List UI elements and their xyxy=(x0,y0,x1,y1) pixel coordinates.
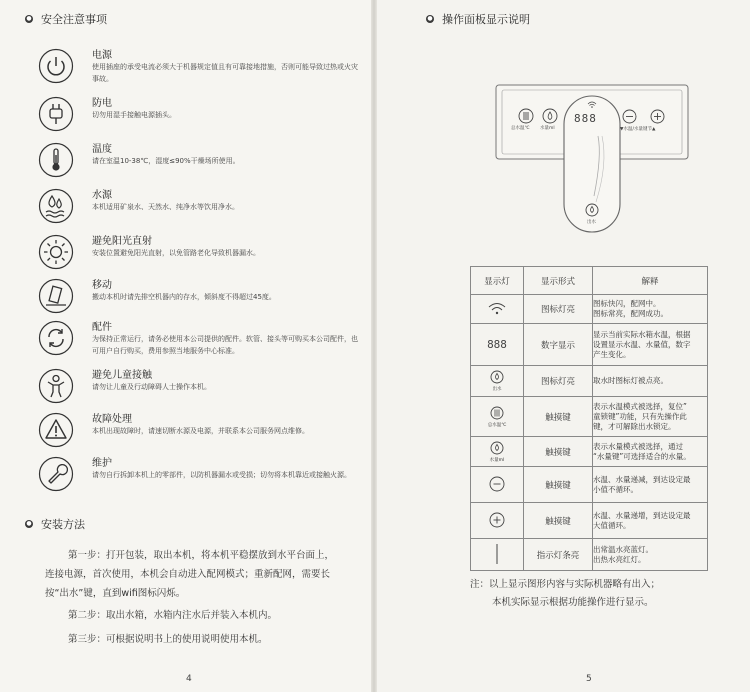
bullet-icon: ● xyxy=(26,520,32,527)
replace-icon xyxy=(38,320,74,356)
desc-cell xyxy=(593,324,708,366)
form-cell: 触摸键 xyxy=(524,467,593,503)
safety-item-maintenance xyxy=(38,452,364,496)
note-line: 注：以上显示图形内容与实际机器略有出入； xyxy=(470,579,661,590)
item-desc: 使用插座的承受电流必须大于机器规定值且有可靠接地措施，否则可能导致过热或火灾事故。 xyxy=(92,63,358,83)
desc-line: “水量键”可选择适合的水量。 xyxy=(593,451,691,461)
warning-icon xyxy=(38,412,74,448)
dispense-label: 出水 xyxy=(587,220,596,225)
header-cell: 显示形式 xyxy=(524,267,593,295)
page-number: 4 xyxy=(186,674,192,684)
item-desc: 请勿让儿童及行动障碍人士操作本机。 xyxy=(92,383,211,391)
minus-icon xyxy=(489,476,505,492)
volume-mode-icon xyxy=(490,441,504,455)
icon-cell xyxy=(471,295,524,324)
item-desc: 安装位置避免阳光直射，以免管路老化导致机器漏水。 xyxy=(92,249,260,257)
item-title: 避免儿童接触 xyxy=(92,370,152,381)
dispense-icon xyxy=(490,370,504,384)
water-drop-icon xyxy=(38,188,74,224)
safety-item-sunlight xyxy=(38,230,364,274)
item-title: 水源 xyxy=(92,190,112,201)
power-icon xyxy=(38,48,74,84)
temp-mode-icon xyxy=(518,108,534,124)
child-icon xyxy=(38,368,74,404)
page-gutter xyxy=(371,0,377,692)
plus-icon xyxy=(489,512,505,528)
desc-cell xyxy=(593,366,708,397)
table-row xyxy=(471,467,708,503)
item-title: 维护 xyxy=(92,458,112,469)
temp-label: 总水温℃ xyxy=(511,126,530,131)
table-row xyxy=(471,397,708,437)
item-desc: 本机适用矿泉水、天然水、纯净水等饮用净水。 xyxy=(92,203,239,211)
install-step-line: 第三步：可根据说明书上的使用说明使用本机。 xyxy=(68,634,268,645)
desc-line: 键，才可解除出水锁定。 xyxy=(593,421,676,431)
safety-item-temperature xyxy=(38,138,364,182)
panel-section-title: 操作面板显示说明 xyxy=(442,13,530,26)
install-step-line: 第一步：打开包装，取出本机，将本机平稳摆放到水平台面上， xyxy=(68,550,335,561)
safety-section-header xyxy=(25,11,107,27)
table-row xyxy=(471,295,708,324)
safety-item-water xyxy=(38,184,364,228)
page-number: 5 xyxy=(586,674,592,684)
desc-line: 表示水量模式被选择，通过 xyxy=(593,441,683,451)
form-cell: 触摸键 xyxy=(524,503,593,539)
desc-line: 图标常亮，配网成功。 xyxy=(593,309,668,318)
form-cell: 数字显示 xyxy=(524,324,593,366)
desc-line: 图标快闪，配网中。 xyxy=(593,299,661,308)
desc-line: 水温、水量递减，到达设定最 xyxy=(593,474,691,484)
icon-cell xyxy=(471,397,524,437)
temp-mode-icon xyxy=(490,406,504,420)
safety-section-title: 安全注意事项 xyxy=(41,13,107,26)
item-desc: 切勿用湿手接触电源插头。 xyxy=(92,111,176,119)
sun-icon xyxy=(38,234,74,270)
icon-cell xyxy=(471,503,524,539)
icon-label: 总水温℃ xyxy=(487,422,507,428)
display-table xyxy=(470,266,708,571)
desc-line: 小值不循环。 xyxy=(593,484,638,494)
digit-display: 888 xyxy=(574,112,597,125)
safety-item-parts xyxy=(38,316,364,360)
volume-mode-icon xyxy=(542,108,558,124)
table-header-row xyxy=(471,267,708,295)
item-desc: 请在室温10-38℃，湿度≤90%干燥场所使用。 xyxy=(92,157,240,165)
header-cell: 显示灯 xyxy=(471,267,524,295)
icon-cell xyxy=(471,366,524,397)
safety-item-shock xyxy=(38,92,364,136)
desc-line: 显示当前实际水箱水温，根据 xyxy=(593,329,691,339)
plug-icon xyxy=(38,96,74,132)
item-title: 电源 xyxy=(92,50,112,61)
safety-item-moving xyxy=(38,274,364,318)
volume-label: 水量ml xyxy=(540,126,555,131)
thermometer-icon xyxy=(38,142,74,178)
table-row xyxy=(471,539,708,571)
item-desc: 请勿自行拆卸本机上的零部件，以防机器漏水或受损；切勿将本机靠近或接触火源。 xyxy=(92,471,351,479)
item-title: 配件 xyxy=(92,322,112,333)
icon-label: 出水 xyxy=(492,387,502,392)
desc-cell xyxy=(593,539,708,571)
install-step-line: 按“出水”键，直到wifi图标闪烁。 xyxy=(45,588,186,599)
icon-cell xyxy=(471,437,524,467)
desc-cell xyxy=(593,295,708,324)
desc-cell xyxy=(593,437,708,467)
dispense-icon xyxy=(585,203,599,217)
desc-line: 设置显示水温、水量值，数字 xyxy=(593,339,691,349)
item-title: 温度 xyxy=(92,144,112,155)
table-row xyxy=(471,324,708,366)
wifi-icon xyxy=(587,101,597,108)
item-title: 避免阳光直射 xyxy=(92,236,152,247)
icon-cell xyxy=(471,539,524,571)
minus-button-icon xyxy=(622,109,637,124)
table-row xyxy=(471,366,708,397)
desc-cell xyxy=(593,467,708,503)
desc-line: 水温、水量递增，到达设定最 xyxy=(593,510,691,520)
table-row xyxy=(471,503,708,539)
note-line: 本机实际显示根据功能操作进行显示。 xyxy=(492,597,654,608)
tilt-icon xyxy=(38,278,74,314)
desc-line: 大值循环。 xyxy=(593,520,631,530)
control-panel-diagram xyxy=(494,84,690,244)
form-cell: 触摸键 xyxy=(524,437,593,467)
form-cell: 触摸键 xyxy=(524,397,593,437)
header-cell: 解释 xyxy=(593,267,708,295)
icon-label: 水量ml xyxy=(489,457,505,463)
item-title: 故障处理 xyxy=(92,414,132,425)
desc-cell xyxy=(593,397,708,437)
form-cell: 图标灯亮 xyxy=(524,295,593,324)
form-cell: 指示灯条亮 xyxy=(524,539,593,571)
digits-icon: 888 xyxy=(487,338,507,351)
item-desc: 为保持正常运行，请务必使用本公司提供的配件。软管、接头等可购买本公司配件，也可用户自行购买，费用参照当地服务中心标准。 xyxy=(92,335,358,355)
desc-cell xyxy=(593,503,708,539)
adjust-label: ▼水温/水量键节▲ xyxy=(620,127,656,132)
install-section-header xyxy=(25,516,85,532)
plus-button-icon xyxy=(650,109,665,124)
bullet-icon: ● xyxy=(427,15,433,22)
icon-cell xyxy=(471,324,524,366)
icon-cell xyxy=(471,467,524,503)
item-desc: 本机出现故障时，请速切断水源及电源，并联系本公司服务网点维修。 xyxy=(92,427,309,435)
desc-line: 表示水温模式被选择，复位” xyxy=(593,401,687,411)
desc-line: 取水时图标灯被点亮。 xyxy=(593,376,668,385)
indicator-bar-icon xyxy=(494,543,500,565)
desc-line: 出热水亮红灯。 xyxy=(593,554,646,564)
item-title: 防电 xyxy=(92,98,112,109)
form-cell: 图标灯亮 xyxy=(524,366,593,397)
safety-item-children xyxy=(38,364,364,408)
desc-line: 产生变化。 xyxy=(593,349,631,359)
panel-section-header xyxy=(426,11,530,27)
item-title: 移动 xyxy=(92,280,112,291)
wifi-icon xyxy=(487,301,507,315)
install-section-title: 安装方法 xyxy=(41,518,85,531)
item-desc: 搬动本机时请先排空机器内的存水，倾斜度不得超过45度。 xyxy=(92,293,276,301)
safety-item-power xyxy=(38,44,364,88)
desc-line: 童锁键”功能，只有先操作此 xyxy=(593,411,687,421)
desc-line: 出常温水亮蓝灯。 xyxy=(593,544,653,554)
table-row xyxy=(471,437,708,467)
wrench-icon xyxy=(38,456,74,492)
safety-item-fault xyxy=(38,408,364,452)
bullet-icon: ● xyxy=(26,15,32,22)
install-step-line: 第二步：取出水箱，水箱内注水后并装入本机内。 xyxy=(68,610,278,621)
install-step-line: 连接电源，首次使用，本机会自动进入配网模式；重新配网，需要长 xyxy=(45,569,331,580)
